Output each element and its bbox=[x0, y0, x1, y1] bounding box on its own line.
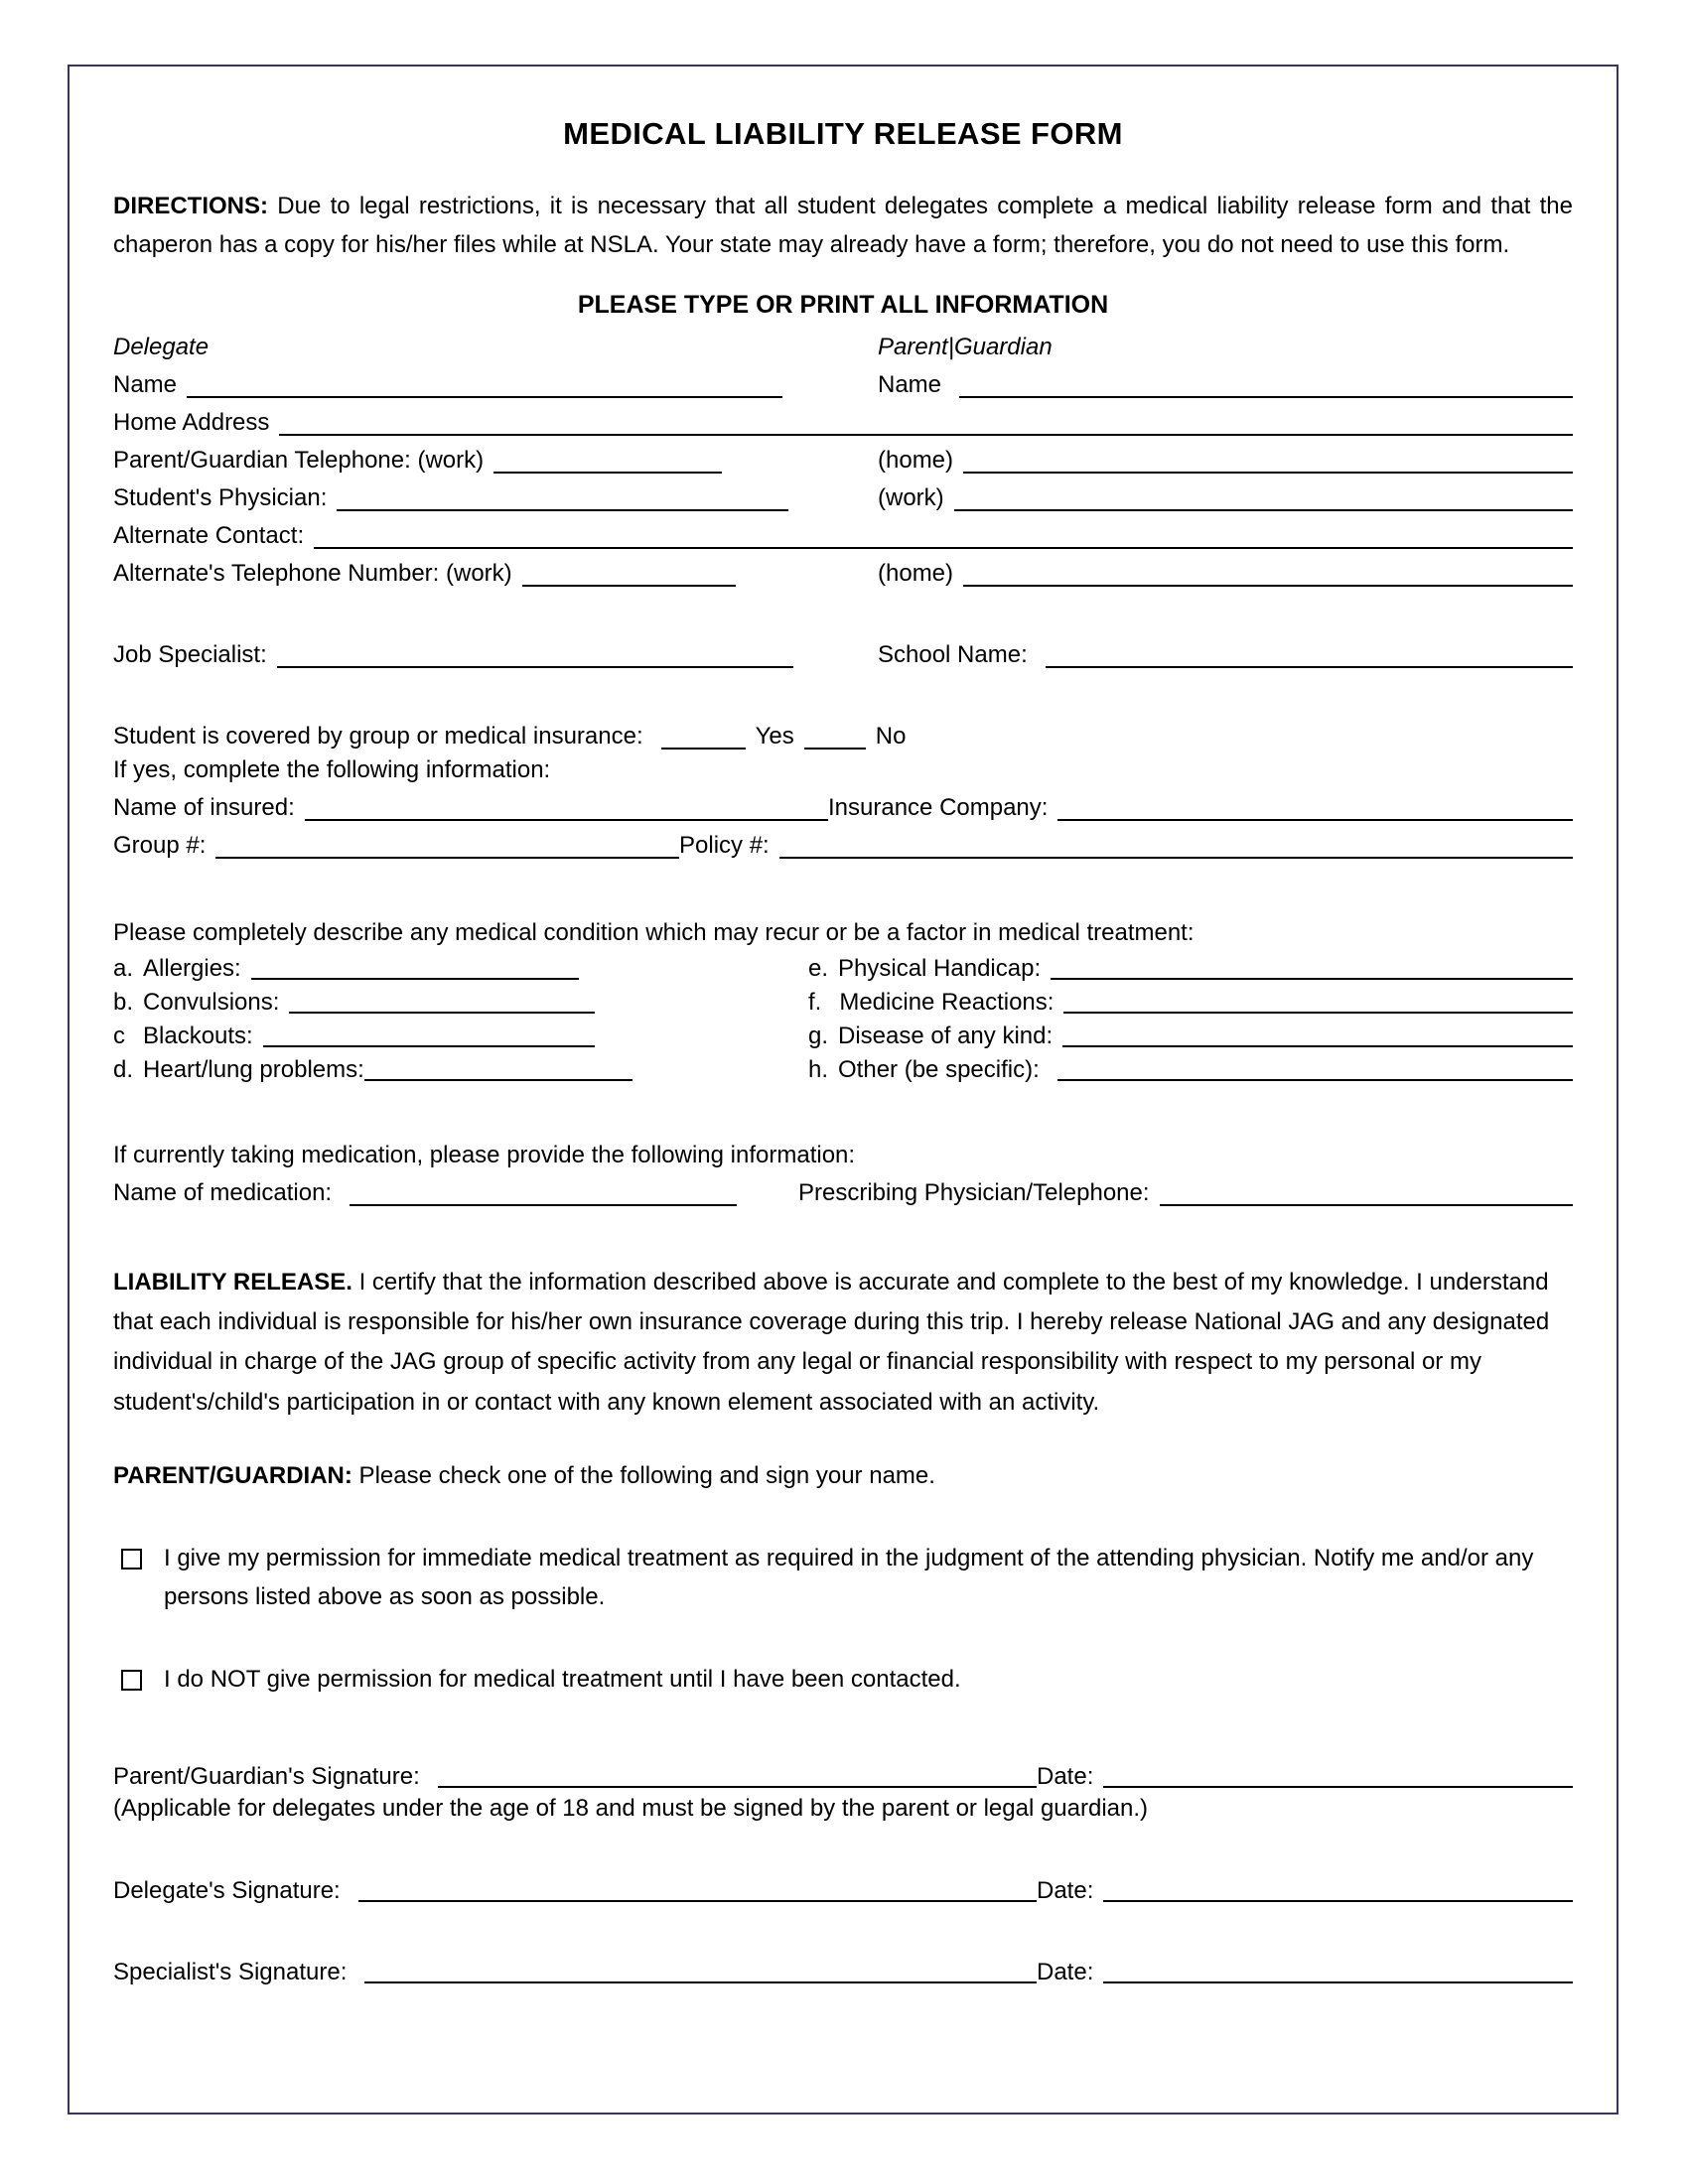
specialist-signature-field bbox=[113, 1957, 1037, 1986]
condition-marker: b. bbox=[113, 988, 134, 1016]
group-number-blank[interactable] bbox=[215, 832, 679, 859]
school-name-field bbox=[878, 640, 1573, 671]
parent-telephone-work-label: Parent/Guardian Telephone: (work) bbox=[113, 447, 485, 475]
liability-release-heading: LIABILITY RELEASE. bbox=[113, 1268, 352, 1296]
parent-telephone-row bbox=[113, 439, 1573, 477]
job-specialist-field bbox=[113, 640, 878, 671]
home-address-blank[interactable] bbox=[279, 409, 1573, 436]
alternate-telephone-work-blank[interactable] bbox=[522, 560, 736, 587]
policy-number-blank[interactable] bbox=[779, 832, 1573, 859]
student-physician-label: Student's Physician: bbox=[113, 484, 328, 512]
parent-signature-note: (Applicable for delegates under the age of 18 and must be signed by the parent or legal guardian.) bbox=[113, 1794, 1149, 1822]
student-physician-work-blank[interactable] bbox=[954, 484, 1573, 511]
insurance-company-blank[interactable] bbox=[1057, 794, 1573, 821]
policy-number-field bbox=[679, 831, 1573, 862]
print-instruction: PLEASE TYPE OR PRINT ALL INFORMATION bbox=[577, 290, 1109, 319]
directions-text: Due to legal restrictions, it is necessary that all student delegates complete a medical liability release form and that the chaperon has a copy for his/her files while at NSLA. Your state may already have a form; therefore, you do not need to use this form. bbox=[113, 193, 1573, 258]
alternate-contact-label: Alternate Contact: bbox=[113, 522, 305, 550]
student-physician-field bbox=[113, 483, 878, 514]
delegate-signature-blank[interactable] bbox=[358, 1875, 1037, 1902]
home-address-row bbox=[113, 401, 1573, 439]
specialist-signature-blank[interactable] bbox=[364, 1957, 1037, 1983]
group-number-label: Group #: bbox=[113, 832, 207, 860]
alternate-telephone-work-field bbox=[113, 559, 878, 590]
conditions-intro: Please completely describe any medical condition which may recur or be a factor in medical treatment: bbox=[113, 919, 1195, 947]
conditions-right-column bbox=[808, 949, 1573, 1084]
delegate-signature-row bbox=[113, 1867, 1573, 1905]
delegate-name-blank[interactable] bbox=[187, 371, 782, 398]
specialist-signature-date-field bbox=[1037, 1957, 1573, 1986]
condition-marker: c bbox=[113, 1022, 125, 1049]
directions-paragraph bbox=[113, 188, 1573, 265]
permission-option-grant-text: I give my permission for immediate medical treatment as required in the judgment of the attending physician. Notify me and/or any persons listed above as soon as possible. bbox=[164, 1545, 1534, 1611]
condition-blank-heart-lung[interactable] bbox=[364, 1054, 633, 1081]
home-address-label: Home Address bbox=[113, 409, 270, 437]
condition-marker: f. bbox=[808, 988, 822, 1016]
liability-release-paragraph bbox=[113, 1263, 1573, 1423]
school-name-label: School Name: bbox=[878, 641, 1028, 669]
name-of-insured-label: Name of insured: bbox=[113, 794, 295, 822]
name-row bbox=[113, 363, 1573, 401]
parent-name-field bbox=[878, 370, 1573, 401]
insurance-yes-label: Yes bbox=[755, 723, 794, 751]
insurance-company-field bbox=[828, 793, 1573, 824]
condition-item-convulsions bbox=[113, 983, 808, 1017]
condition-label: Convulsions: bbox=[143, 988, 280, 1016]
student-physician-blank[interactable] bbox=[337, 484, 788, 511]
medication-intro-row bbox=[113, 1138, 1573, 1171]
condition-label: Allergies: bbox=[143, 954, 241, 982]
condition-item-medicine-reactions bbox=[808, 983, 1573, 1017]
delegate-column-heading-wrap bbox=[113, 333, 878, 363]
name-of-insured-field bbox=[113, 793, 828, 824]
permission-option-deny[interactable] bbox=[113, 1661, 1573, 1700]
parent-signature-field bbox=[113, 1761, 1037, 1791]
liability-release-body: I certify that the information described above is accurate and complete to the best of my knowledge. I understand that each individual is responsible for his/her own insurance coverage during this trip. I hereby release National JAG and any designated individual in charge of the JAG group of specific activity from any legal or financial responsibility with respect to my personal or my student's/child's participation in or contact with any known element associated with an activity. bbox=[113, 1268, 1550, 1416]
job-specialist-blank[interactable] bbox=[277, 641, 793, 668]
prescribing-physician-blank[interactable] bbox=[1160, 1179, 1573, 1206]
medication-name-label: Name of medication: bbox=[113, 1179, 333, 1207]
condition-blank-convulsions[interactable] bbox=[289, 987, 595, 1014]
delegate-column-heading: Delegate bbox=[113, 334, 210, 361]
condition-blank-disease[interactable] bbox=[1062, 1021, 1573, 1047]
medication-intro: If currently taking medication, please provide the following information: bbox=[113, 1142, 856, 1169]
group-policy-row bbox=[113, 824, 1573, 862]
alternate-contact-blank[interactable] bbox=[314, 522, 1573, 549]
name-of-insured-blank[interactable] bbox=[305, 794, 828, 821]
specialist-signature-date-label: Date: bbox=[1037, 1959, 1094, 1986]
student-physician-row bbox=[113, 477, 1573, 514]
parent-signature-blank[interactable] bbox=[438, 1761, 1037, 1788]
alternate-telephone-row bbox=[113, 552, 1573, 590]
prescribing-physician-field bbox=[798, 1178, 1573, 1209]
delegate-signature-date-field bbox=[1037, 1875, 1573, 1905]
condition-marker: a. bbox=[113, 954, 134, 982]
parent-signature-date-label: Date: bbox=[1037, 1762, 1094, 1790]
condition-item-blackouts bbox=[113, 1017, 808, 1050]
condition-blank-allergies[interactable] bbox=[251, 953, 579, 980]
condition-item-allergies bbox=[113, 949, 808, 983]
conditions-left-column bbox=[113, 949, 808, 1084]
condition-label: Physical Handicap: bbox=[838, 954, 1042, 982]
policy-number-label: Policy #: bbox=[679, 832, 770, 860]
specialist-signature-row bbox=[113, 1949, 1573, 1986]
parent-signature-row bbox=[113, 1753, 1573, 1791]
alternate-contact-row bbox=[113, 514, 1573, 552]
condition-label: Medicine Reactions: bbox=[839, 988, 1055, 1016]
parent-telephone-home-field bbox=[878, 446, 1573, 477]
school-name-blank[interactable] bbox=[1046, 641, 1573, 668]
condition-label: Other (be specific): bbox=[838, 1055, 1040, 1083]
permission-option-deny-text: I do NOT give permission for medical treatment until I have been contacted. bbox=[164, 1666, 961, 1694]
conditions-intro-row bbox=[113, 915, 1573, 949]
medication-detail-row bbox=[113, 1171, 1573, 1209]
parent-guardian-instruction-paragraph bbox=[113, 1456, 1573, 1496]
alternate-telephone-work-label: Alternate's Telephone Number: (work) bbox=[113, 560, 512, 588]
document-page bbox=[68, 65, 1618, 2115]
condition-item-heart-lung bbox=[113, 1050, 808, 1084]
parent-column-heading-wrap bbox=[878, 333, 1573, 363]
parent-telephone-home-label: (home) bbox=[878, 447, 954, 475]
parent-name-label: Name bbox=[878, 371, 942, 399]
condition-blank-blackouts[interactable] bbox=[263, 1021, 595, 1047]
insurance-no-label: No bbox=[875, 723, 907, 751]
condition-marker: g. bbox=[808, 1022, 829, 1049]
parent-signature-label: Parent/Guardian's Signature: bbox=[113, 1762, 420, 1790]
condition-item-physical-handicap bbox=[808, 949, 1573, 983]
medication-name-field bbox=[113, 1178, 798, 1209]
medication-name-blank[interactable] bbox=[350, 1179, 737, 1206]
conditions-columns bbox=[113, 949, 1573, 1084]
insured-row bbox=[113, 786, 1573, 824]
condition-label: Heart/lung problems: bbox=[143, 1055, 364, 1083]
condition-marker: h. bbox=[808, 1055, 829, 1083]
job-specialist-label: Job Specialist: bbox=[113, 641, 267, 669]
condition-blank-physical-handicap[interactable] bbox=[1051, 953, 1573, 980]
delegate-signature-label: Delegate's Signature: bbox=[113, 1877, 341, 1905]
document-body bbox=[70, 67, 1617, 1986]
condition-label: Disease of any kind: bbox=[838, 1022, 1054, 1049]
insurance-if-yes-row bbox=[113, 752, 1573, 786]
parent-signature-date-field bbox=[1037, 1761, 1573, 1791]
contact-column-headings bbox=[113, 330, 1573, 363]
alternate-telephone-home-field bbox=[878, 559, 1573, 590]
parent-guardian-instruction: Please check one of the following and sign your name. bbox=[352, 1462, 935, 1489]
directions-label: DIRECTIONS: bbox=[113, 193, 268, 219]
student-physician-work-label: (work) bbox=[878, 484, 944, 512]
insurance-no-blank[interactable] bbox=[804, 723, 866, 750]
alternate-telephone-home-blank[interactable] bbox=[963, 560, 1573, 587]
delegate-name-field bbox=[113, 370, 878, 401]
checkbox-icon[interactable] bbox=[121, 1549, 142, 1570]
insurance-covered-row bbox=[113, 715, 1573, 752]
page-title: MEDICAL LIABILITY RELEASE FORM bbox=[563, 116, 1123, 151]
condition-item-other bbox=[808, 1050, 1573, 1084]
condition-blank-medicine-reactions[interactable] bbox=[1063, 987, 1573, 1014]
insurance-covered-question: Student is covered by group or medical insurance: bbox=[113, 723, 643, 751]
delegate-name-label: Name bbox=[113, 371, 178, 399]
delegate-signature-date-label: Date: bbox=[1037, 1877, 1094, 1905]
group-number-field bbox=[113, 831, 679, 862]
parent-telephone-work-blank[interactable] bbox=[493, 447, 722, 474]
condition-marker: e. bbox=[808, 954, 829, 982]
condition-marker: d. bbox=[113, 1055, 134, 1083]
parent-guardian-column-heading: Parent|Guardian bbox=[878, 334, 1053, 361]
job-specialist-row bbox=[113, 633, 1573, 671]
alternate-telephone-home-label: (home) bbox=[878, 560, 954, 588]
insurance-if-yes-text: If yes, complete the following information: bbox=[113, 756, 551, 784]
parent-signature-date-blank[interactable] bbox=[1103, 1761, 1573, 1788]
specialist-signature-date-blank[interactable] bbox=[1103, 1957, 1573, 1983]
insurance-yes-blank[interactable] bbox=[661, 723, 746, 750]
condition-blank-other[interactable] bbox=[1057, 1054, 1573, 1081]
delegate-signature-date-blank[interactable] bbox=[1103, 1875, 1573, 1902]
condition-label: Blackouts: bbox=[143, 1022, 253, 1049]
delegate-signature-field bbox=[113, 1875, 1037, 1905]
permission-option-grant[interactable] bbox=[113, 1540, 1573, 1617]
condition-item-disease bbox=[808, 1017, 1573, 1050]
parent-guardian-heading: PARENT/GUARDIAN: bbox=[113, 1462, 352, 1489]
student-physician-work-field bbox=[878, 483, 1573, 514]
checkbox-icon[interactable] bbox=[121, 1670, 142, 1691]
parent-telephone-home-blank[interactable] bbox=[963, 447, 1573, 474]
specialist-signature-label: Specialist's Signature: bbox=[113, 1959, 348, 1986]
prescribing-physician-label: Prescribing Physician/Telephone: bbox=[798, 1179, 1150, 1207]
parent-telephone-work-field bbox=[113, 446, 878, 477]
parent-name-blank[interactable] bbox=[959, 371, 1573, 398]
insurance-company-label: Insurance Company: bbox=[828, 794, 1049, 822]
